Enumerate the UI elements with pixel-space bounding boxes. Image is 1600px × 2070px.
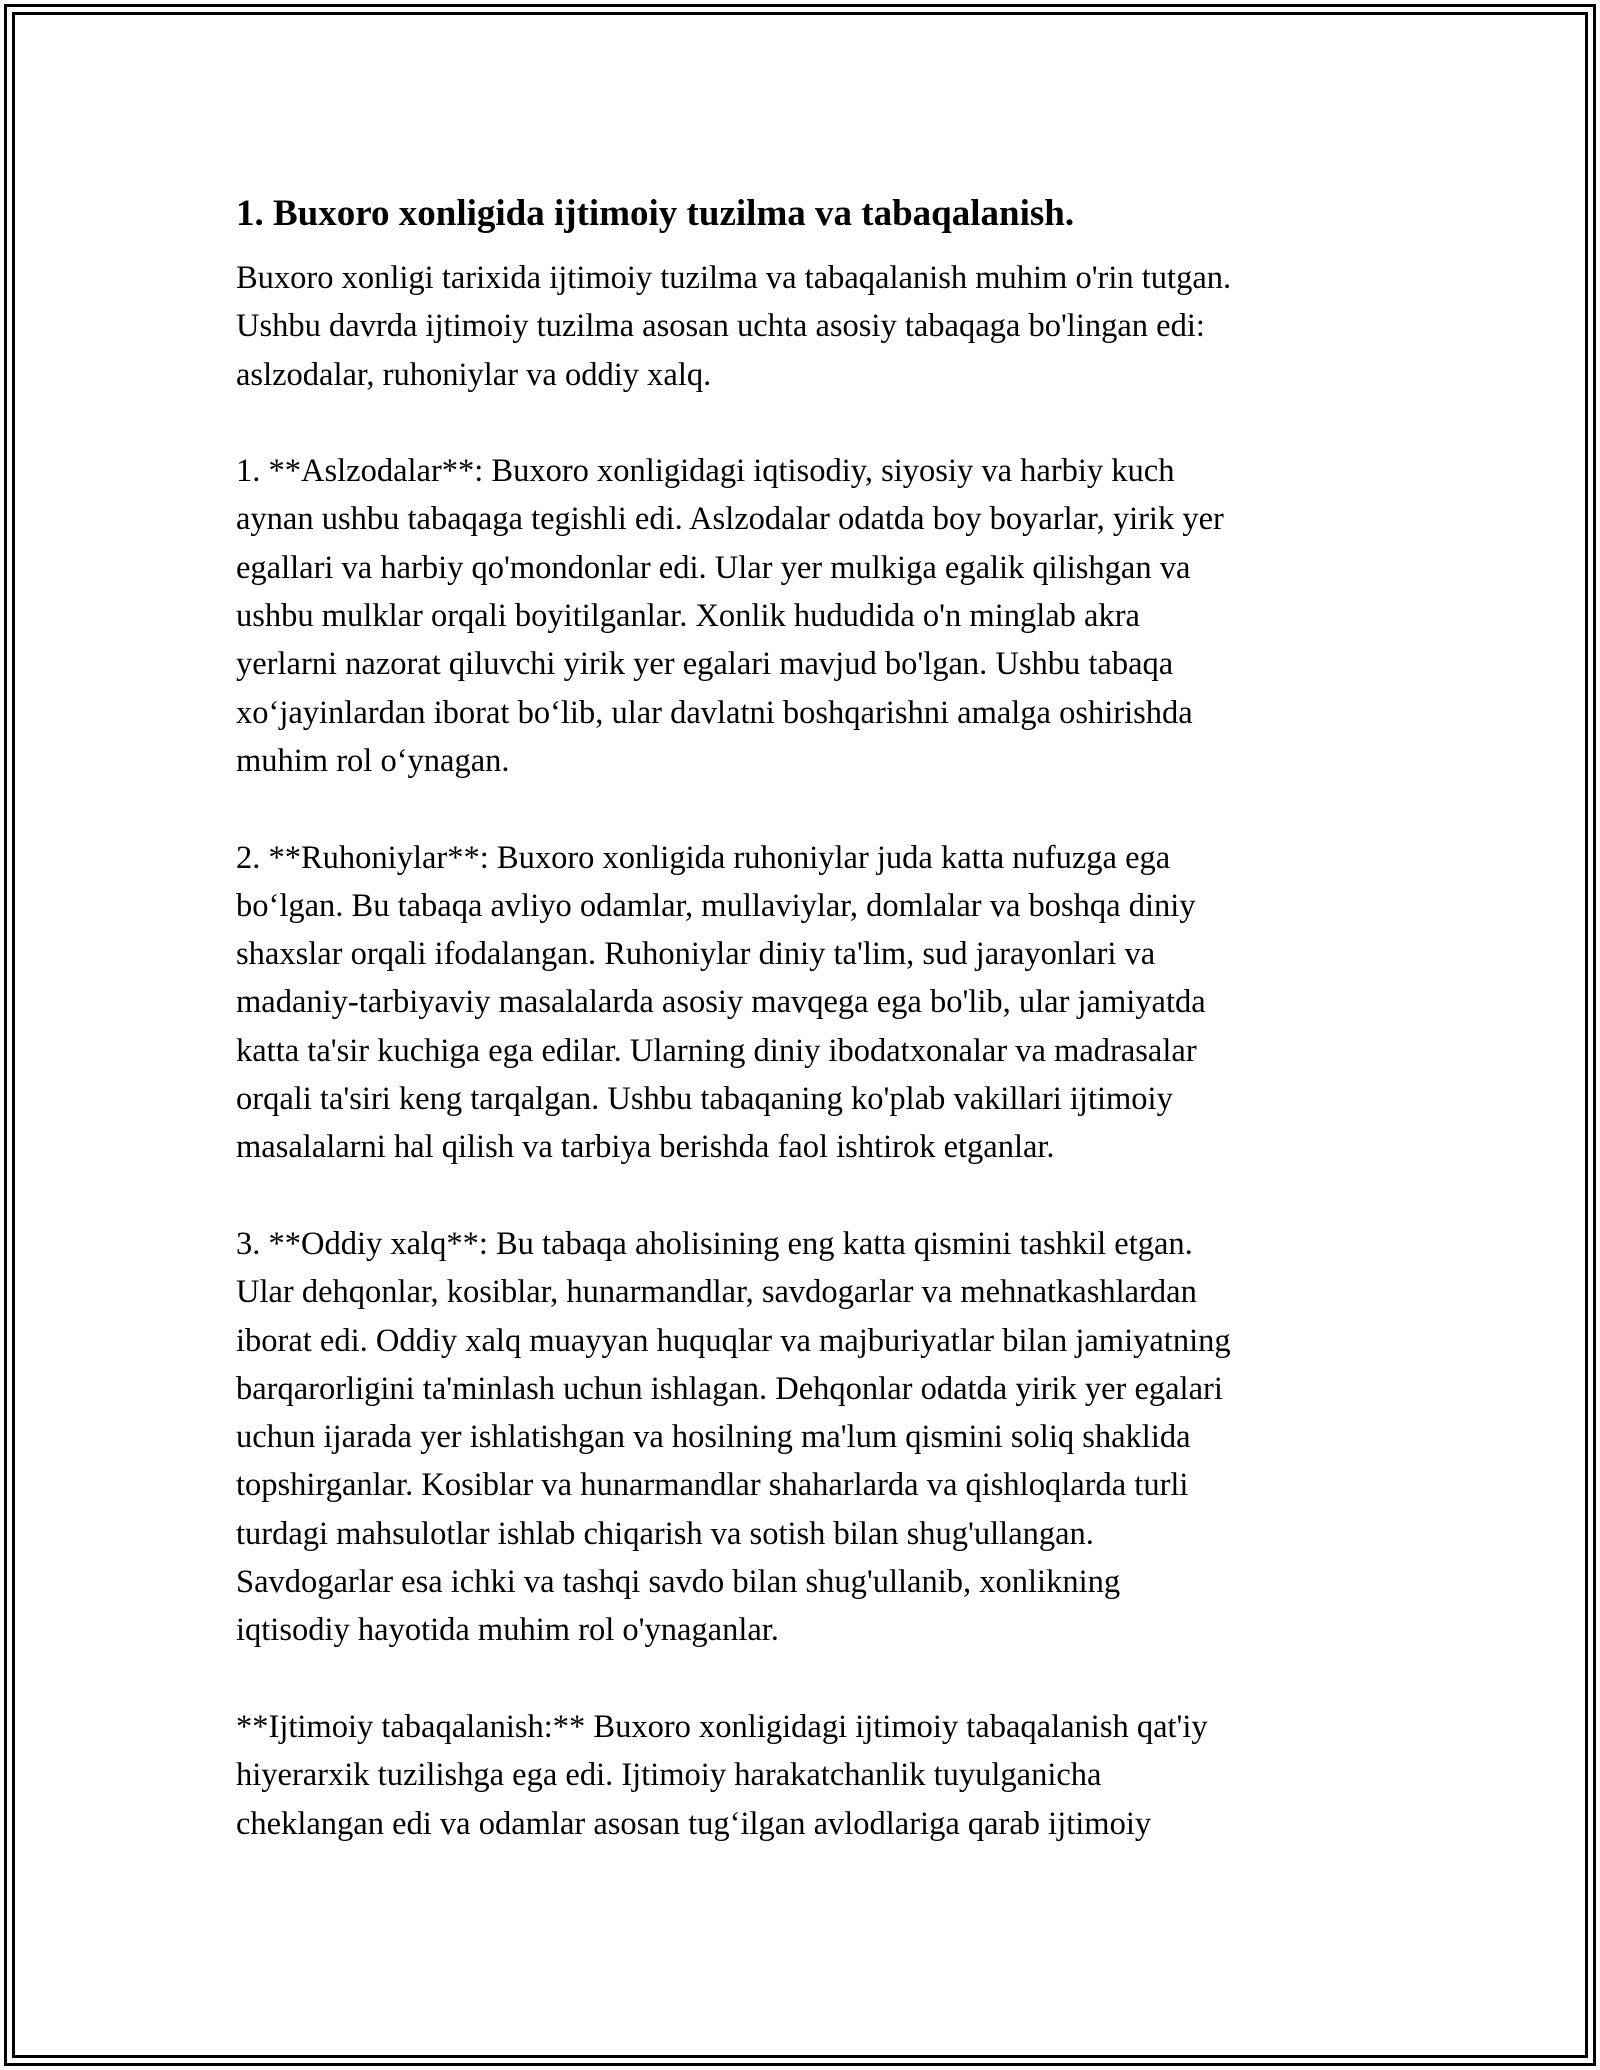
text-line: egallari va harbiy qo'mondonlar edi. Ular yer mulkiga egalik qilishgan va (236, 549, 1191, 586)
text-line: katta ta'sir kuchiga ega edilar. Ularning diniy ibodatxonalar va madrasalar (236, 1032, 1197, 1069)
paragraph-spacer (236, 785, 1376, 833)
text-line: ushbu mulklar orqali boyitilganlar. Xonlik hududida o'n minglab akra (236, 598, 1140, 635)
text-line: cheklangan edi va odamlar asosan tug‘ilgan avlodlariga qarab ijtimoiy (236, 1805, 1152, 1842)
text-line: topshirganlar. Kosiblar va hunarmandlar shaharlarda va qishloqlarda turli (236, 1467, 1189, 1504)
text-line: masalalarni hal qilish va tarbiya berishda faol ishtirok etganlar. (236, 1129, 1055, 1166)
text-line: orqali ta'siri keng tarqalgan. Ushbu tabaqaning ko'plab vakillari ijtimoiy (236, 1081, 1173, 1118)
text-line: Ular dehqonlar, kosiblar, hunarmandlar, savdogarlar va mehnatkashlardan (236, 1274, 1197, 1311)
paragraph-intro (236, 254, 1376, 399)
text-line: aynan ushbu tabaqaga tegishli edi. Aslzodalar odatda boy boyarlar, yirik yer (236, 501, 1224, 538)
text-line: 1. **Aslzodalar**: Buxoro xonligidagi iqtisodiy, siyosiy va harbiy kuch (236, 453, 1175, 490)
text-line: **Ijtimoiy tabaqalanish:** Buxoro xonligidagi ijtimoiy tabaqalanish qat'iy (236, 1708, 1208, 1745)
paragraph-ruhoniylar (236, 834, 1376, 1172)
text-line: muhim rol o‘ynagan. (236, 742, 510, 779)
paragraph-oddiy-xalq (236, 1220, 1376, 1655)
document-title: 1. Buxoro xonligida ijtimoiy tuzilma va tabaqalanish. (236, 193, 1075, 234)
text-line: Ushbu davrda ijtimoiy tuzilma asosan uchta asosiy tabaqaga bo'lingan edi: (236, 308, 1205, 345)
text-line: 2. **Ruhoniylar**: Buxoro xonligida ruhoniylar juda katta nufuzga ega (236, 839, 1171, 876)
paragraph-spacer (236, 1172, 1376, 1220)
paragraph-aslzodalar (236, 447, 1376, 785)
text-line: madaniy-tarbiyaviy masalalarda asosiy mavqega ega bo'lib, ular jamiyatda (236, 984, 1206, 1021)
text-line: yerlarni nazorat qiluvchi yirik yer egalari mavjud bo'lgan. Ushbu tabaqa (236, 646, 1174, 683)
text-line: Savdogarlar esa ichki va tashqi savdo bilan shug'ullanib, xonlikning (236, 1564, 1121, 1601)
text-line: barqarorligini ta'minlash uchun ishlagan. Dehqonlar odatda yirik yer egalari (236, 1370, 1223, 1407)
text-line: uchun ijarada yer ishlatishgan va hosilning ma'lum qismini soliq shaklida (236, 1419, 1191, 1456)
text-line: aslzodalar, ruhoniylar va oddiy xalq. (236, 356, 712, 393)
text-line: turdagi mahsulotlar ishlab chiqarish va sotish bilan shug'ullangan. (236, 1515, 1094, 1552)
paragraph-spacer (236, 1655, 1376, 1703)
text-line: Buxoro xonligi tarixida ijtimoiy tuzilma va tabaqalanish muhim o'rin tutgan. (236, 260, 1232, 296)
text-line: 3. **Oddiy xalq**: Bu tabaqa aholisining eng katta qismini tashkil etgan. (236, 1225, 1193, 1262)
text-line: hiyerarxik tuzilishga ega edi. Ijtimoiy harakatchanlik tuyulganicha (236, 1757, 1102, 1794)
text-line: shaxslar orqali ifodalangan. Ruhoniylar diniy ta'lim, sud jarayonlari va (236, 936, 1156, 973)
text-line: bo‘lgan. Bu tabaqa avliyo odamlar, mullaviylar, domlalar va boshqa diniy (236, 887, 1196, 924)
text-line: xo‘jayinlardan iborat bo‘lib, ular davlatni boshqarishni amalga oshirishda (236, 694, 1193, 731)
paragraph-tabaqalanish (236, 1703, 1376, 1848)
text-line: iborat edi. Oddiy xalq muayyan huquqlar va majburiyatlar bilan jamiyatning (236, 1322, 1231, 1359)
text-line: iqtisodiy hayotida muhim rol o'ynaganlar. (236, 1612, 779, 1649)
document-body (236, 186, 1376, 1848)
paragraph-spacer (236, 399, 1376, 447)
